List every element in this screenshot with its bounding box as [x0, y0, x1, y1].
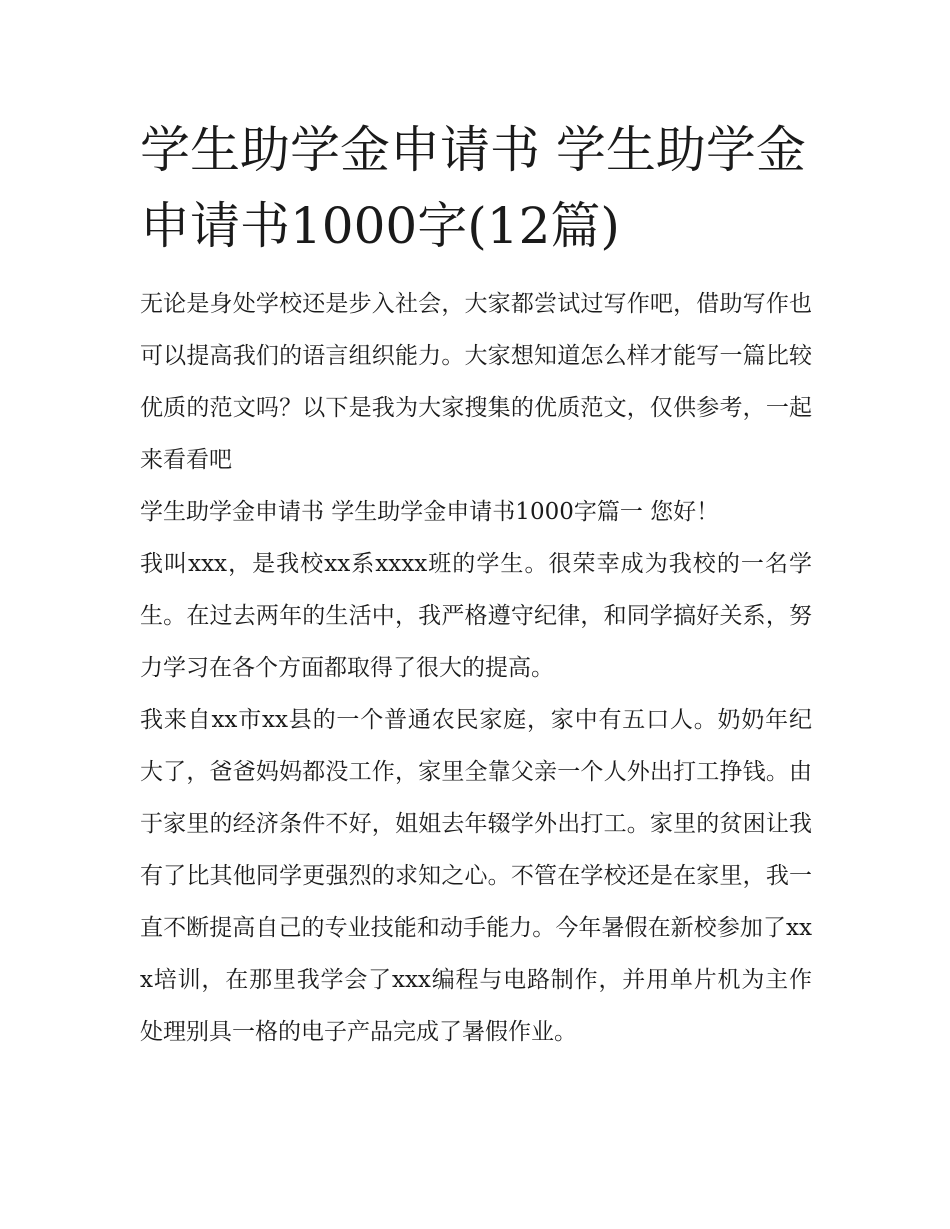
- paragraph-greeting: 学生助学金申请书 学生助学金申请书1000字篇一 您好！: [140, 499, 720, 525]
- paragraph-family-background: 我来自xx市xx县的一个普通农民家庭，家中有五口人。奶奶年纪大了，爸爸妈妈都没工作，家里全靠父亲一个人外出打工挣钱。由于家里的经济条件不好，姐姐去年辍学外出打工。家里的贫困让我有了比其他同学更强烈的求知之心。不管在学校还是在家里，我一直不断提高自己的专业技能和动手能力。今年暑假在新校参加了xxx培训，在那里我学会了xxx编程与电路制作，并用单片机为主作处理别具一格的电子产品完成了暑假作业。: [140, 707, 812, 1045]
- paragraph-intro: 无论是身处学校还是步入社会，大家都尝试过写作吧，借助写作也可以提高我们的语言组织能力。大家想知道怎么样才能写一篇比较优质的范文吗？以下是我为大家搜集的优质范文，仅供参考，一起来看看吧: [140, 291, 812, 473]
- document-page: [140, 112, 812, 1058]
- paragraph-self-introduction: 我叫xxx，是我校xx系xxxx班的学生。很荣幸成为我校的一名学生。在过去两年的生活中，我严格遵守纪律，和同学搞好关系，努力学习在各个方面都取得了很大的提高。: [140, 551, 812, 681]
- document-title: 学生助学金申请书 学生助学金申请书1000字(12篇): [140, 121, 806, 255]
